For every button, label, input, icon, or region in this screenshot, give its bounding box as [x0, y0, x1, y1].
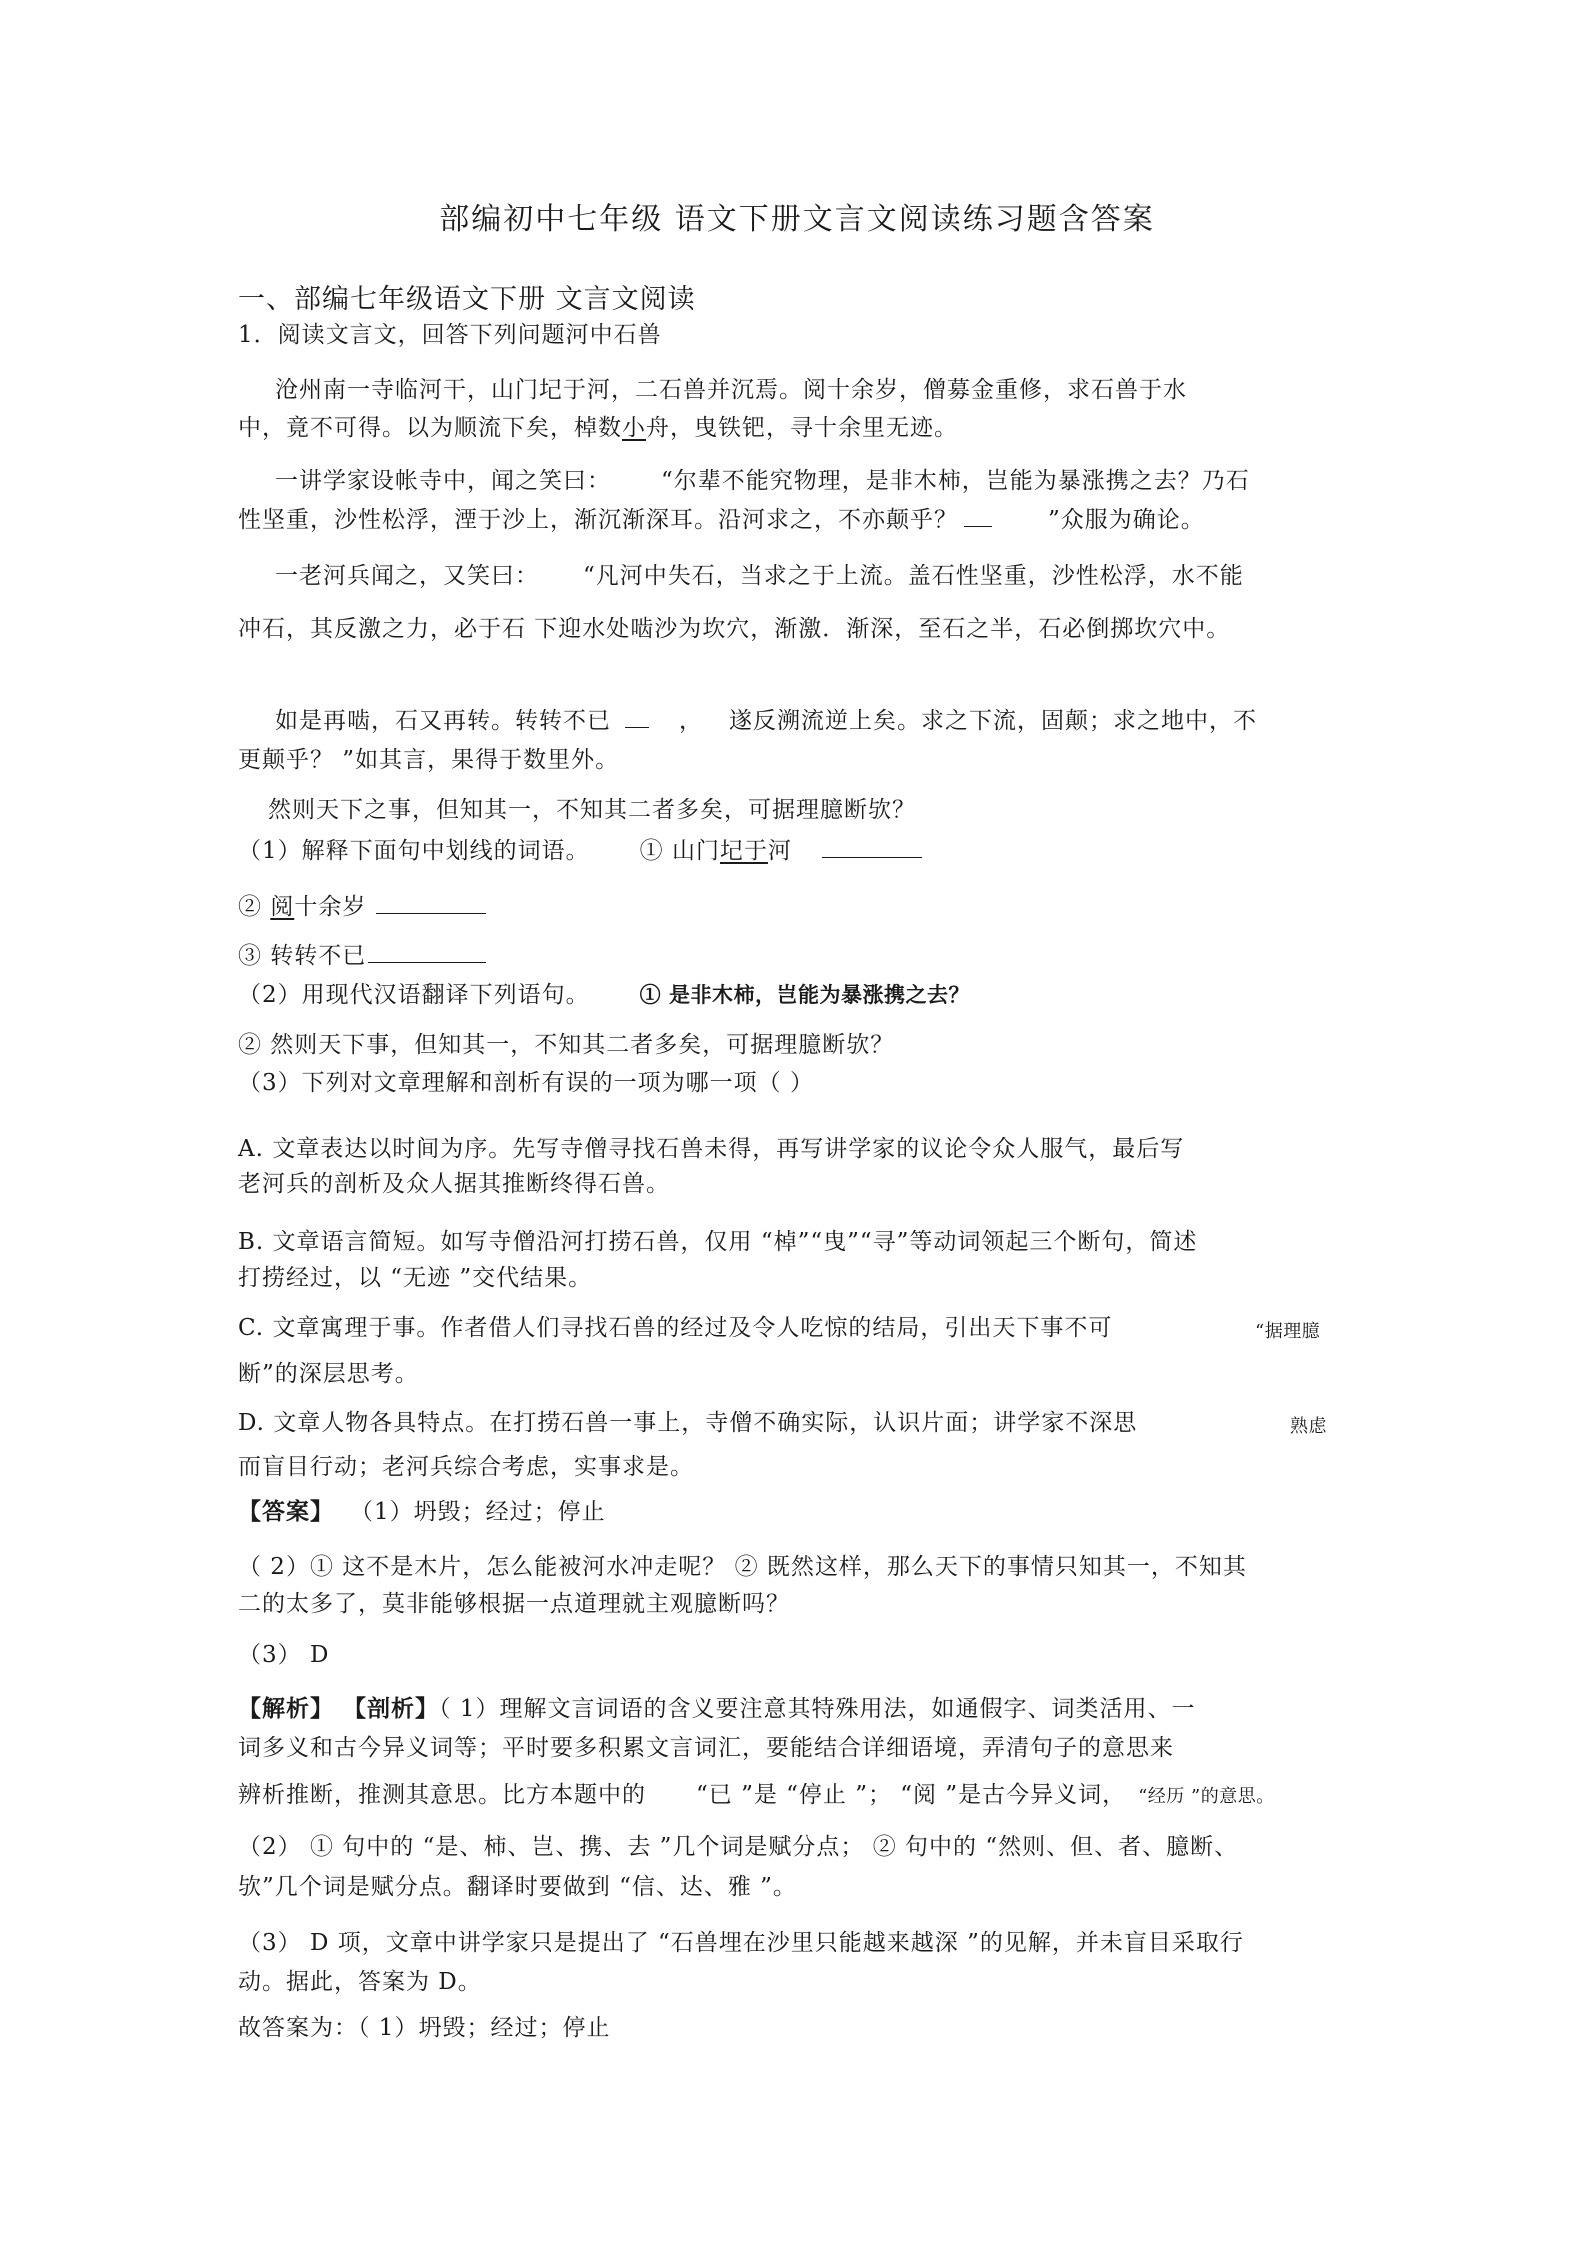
- answer-line-4: （3） D: [238, 1642, 330, 1668]
- answer-text: （1）坍毁；经过；停止: [350, 1499, 606, 1525]
- option-b-line-2: 打捞经过，以 “无迹 ”交代结果。: [238, 1265, 593, 1291]
- underlined-word: 小: [622, 415, 646, 441]
- passage-paragraph-4-line-1: [275, 706, 1257, 736]
- subquestion-1-prompt: [238, 836, 922, 866]
- analysis-line-3: [238, 1780, 1275, 1812]
- passage-text: “凡河中失石，当求之于上流。盖石性坚重，沙性松浮，水不能: [583, 563, 1244, 589]
- analysis-text: “已 ”是 “停止 ”； “阅 ”是古今异义词，: [696, 1782, 1127, 1808]
- analysis-line-7: 动。据此，答案为 D。: [238, 1969, 482, 1995]
- answer-line-1: [238, 1497, 606, 1527]
- analysis-line-6: （3） D 项，文章中讲学家只是提出了 “石兽埋在沙里只能越来越深 ”的见解，并未盲目采取行: [238, 1930, 1244, 1956]
- underlined-word: 阅: [270, 894, 295, 920]
- analysis-label: 【解析】 【剖析】: [238, 1695, 440, 1722]
- passage-text: 遂反溯流逆上矣。求之下流，固颠；求之地中，不: [729, 708, 1257, 734]
- subquestion-item-text: ③ 转转不已: [238, 943, 367, 969]
- subquestion-1-item-3: [238, 941, 486, 971]
- passage-text: 一讲学家设帐寺中，闻之笑曰：: [275, 468, 611, 494]
- answer-line-3: 二的太多了，莫非能够根据一点道理就主观臆断吗？: [238, 1591, 790, 1617]
- passage-paragraph-1-line-2: [238, 413, 958, 443]
- option-c-line-1-end: “据理臆: [1255, 1321, 1321, 1342]
- final-answer-line: 故答案为：（ 1）坍毁；经过；停止: [238, 2015, 611, 2041]
- option-a-line-1: A. 文章表达以时间为序。先写寺僧寻找石兽未得，再写讲学家的议论令众人服气，最后写: [238, 1136, 1185, 1162]
- subquestion-text: （1）解释下面句中划线的词语。: [238, 838, 590, 864]
- option-d-line-2: 而盲目行动；老河兵综合考虑，实事求是。: [238, 1454, 694, 1480]
- passage-text: ”众服为确论。: [1048, 507, 1205, 533]
- answer-blank[interactable]: [376, 893, 486, 914]
- passage-paragraph-2-line-2: [238, 505, 1205, 535]
- answer-line-2: （ 2）① 这不是木片，怎么能被河水冲走呢？ ② 既然这样，那么天下的事情只知其一，不知其: [238, 1554, 1247, 1580]
- analysis-text: “经历 ”的意思。: [1138, 1786, 1275, 1807]
- analysis-line-1: [238, 1694, 1195, 1724]
- passage-text: 性坚重，沙性松浮，湮于沙上，渐沉渐深耳。沿河求之，不亦颠乎？: [238, 507, 958, 533]
- option-c-line-1: C. 文章寓理于事。作者借人们寻找石兽的经过及令人吃惊的结局，引出天下事不可: [238, 1315, 1113, 1341]
- passage-text: 如是再啮，石又再转。转转不已: [275, 708, 611, 734]
- passage-paragraph-3-line-1: [275, 561, 1244, 591]
- analysis-line-2: 词多义和古今异义词等；平时要多积累文言词汇，要能结合详细语境，弄清句子的意思来: [238, 1735, 1174, 1761]
- page-title: 部编初中七年级 语文下册文言文阅读练习题含答案: [439, 202, 1155, 237]
- subquestion-item-text: 河: [767, 838, 792, 864]
- subquestion-3-prompt: （3）下列对文章理解和剖析有误的一项为哪一项（ ）: [238, 1070, 814, 1096]
- passage-text: “尔辈不能究物理，是非木柿，岂能为暴涨携之去？乃石: [661, 468, 1250, 494]
- option-b-line-1: B. 文章语言简短。如写寺僧沿河打捞石兽，仅用 “棹”“曳”“寻”等动词领起三个断句，简述: [238, 1229, 1198, 1255]
- answer-blank[interactable]: [368, 942, 486, 963]
- section-heading: 一、部编七年级语文下册 文言文阅读: [238, 284, 696, 315]
- analysis-line-4: （2） ① 句中的 “是、柿、岂、携、去 ”几个词是赋分点； ② 句中的 “然则、但、者、臆断、: [238, 1834, 1239, 1860]
- question-1-heading: 1．阅读文言文，回答下列问题河中石兽: [238, 322, 662, 348]
- passage-text: 中，竟不可得。以为顺流下矣，棹数: [238, 415, 622, 441]
- passage-paragraph-5: 然则天下之事，但知其一，不知其二者多矣，可据理臆断欤？: [268, 797, 916, 823]
- subquestion-item-text: ②: [238, 894, 271, 920]
- subquestion-item-text: ① 是非木柿，岂能为暴涨携之去？: [639, 982, 970, 1007]
- passage-paragraph-4-line-2: 更颠乎？ ”如其言，果得于数里外。: [238, 747, 620, 773]
- analysis-line-5: 欤”几个词是赋分点。翻译时要做到 “信、达、雅 ”。: [238, 1874, 797, 1900]
- option-c-line-2: 断”的深层思考。: [238, 1361, 419, 1387]
- passage-text: ，: [679, 708, 703, 734]
- passage-paragraph-2-line-1: [275, 466, 1250, 496]
- option-a-line-2: 老河兵的剖析及众人据其推断终得石兽。: [238, 1171, 670, 1197]
- subquestion-item-text: 十余岁: [294, 894, 367, 920]
- subquestion-1-item-2: [238, 892, 486, 922]
- underlined-word: 圮于: [719, 838, 768, 864]
- analysis-text: 辨析推断，推测其意思。比方本题中的: [238, 1782, 646, 1808]
- passage-text: 一老河兵闻之，又笑曰：: [275, 563, 539, 589]
- blank-line: [625, 707, 649, 728]
- subquestion-item-text: ① 山门: [639, 838, 720, 864]
- option-d-line-1: D. 文章人物各具特点。在打捞石兽一事上，寺僧不确实际，认识片面；讲学家不深思: [238, 1410, 1138, 1436]
- blank-line: [964, 506, 992, 527]
- analysis-text: （ 1）理解文言词语的含义要注意其特殊用法，如通假字、词类活用、一: [439, 1696, 1196, 1722]
- subquestion-2-prompt: [238, 980, 970, 1010]
- subquestion-text: （2）用现代汉语翻译下列语句。: [238, 982, 590, 1008]
- option-d-line-1-end: 熟虑: [1290, 1416, 1327, 1437]
- passage-paragraph-1-line-1: 沧州南一寺临河干，山门圮于河，二石兽并沉焉。阅十余岁，僧募金重修，求石兽于水: [275, 377, 1187, 403]
- passage-paragraph-3-line-2: 冲石，其反激之力，必于石 下迎水处啮沙为坎穴，渐激．渐深，至石之半，石必倒掷坎穴中。: [238, 616, 1231, 642]
- answer-blank[interactable]: [822, 837, 922, 858]
- answer-label: 【答案】: [238, 1498, 334, 1525]
- passage-text: 舟，曳铁钯，寻十余里无迹。: [646, 415, 958, 441]
- subquestion-2-item-2: ② 然则天下事，但知其一，不知其二者多矣，可据理臆断欤？: [238, 1032, 895, 1058]
